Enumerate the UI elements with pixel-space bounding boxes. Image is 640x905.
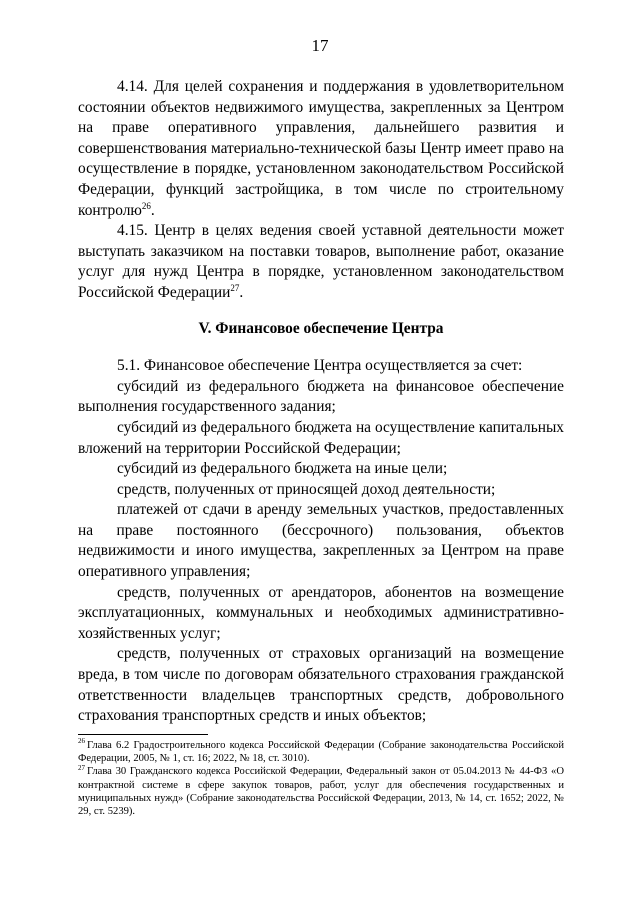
- list-item: платежей от сдачи в аренду земельных участков, предоставленных на праве постоянного (бессрочного) пользования, объектов недвижимости и иного имущества, закрепленных за Центром на праве оперативного управления;: [78, 501, 564, 581]
- paragraph-4-14: [78, 77, 564, 221]
- list-item: субсидий из федерального бюджета на осуществление капитальных вложений на территории Российской Федерации;: [78, 418, 564, 457]
- paragraph-4-14-text: 4.14. Для целей сохранения и поддержания в удовлетворительном состоянии объектов недвижимого имущества, закрепленных за Центром на праве оперативного управления, дальнейшего развития и совершенствования материально-технической базы Центр имеет право на осуществление в порядке, установленном законодательством Российской Федерации, функций застройщика, в том числе по строительному контролю: [78, 78, 564, 219]
- paragraph-4-14-end: .: [150, 201, 155, 219]
- paragraph-4-15-end: .: [239, 283, 244, 301]
- paragraph-4-15-text: 4.15. Центр в целях ведения своей уставной деятельности может выступать заказчиком на поставки товаров, выполнение работ, оказание услуг для нужд Центра в порядке, установленном законодательством Российской Федерации: [78, 222, 564, 301]
- list-item: субсидий из федерального бюджета на финансовое обеспечение выполнения государственного задания;: [78, 377, 564, 416]
- footnote-ref-26: 26: [141, 200, 151, 211]
- footnote-mark: 26: [78, 737, 85, 746]
- section-heading: V. Финансовое обеспечение Центра: [198, 319, 444, 337]
- list-item: средств, полученных от страховых организаций на возмещение вреда, в том числе по договорам обязательного страхования гражданской ответственности владельцев транспортных средств, добровольного страхования транспортных средств и иных объектов;: [78, 645, 564, 725]
- paragraph-4-15: [78, 221, 564, 303]
- footnote-ref-27: 27: [230, 282, 240, 293]
- paragraph-5-1: 5.1. Финансовое обеспечение Центра осуществляется за счет:: [117, 357, 523, 375]
- list-item: субсидий из федерального бюджета на иные цели;: [117, 460, 448, 478]
- footnote-26: [78, 739, 564, 765]
- page-content: [78, 77, 564, 727]
- footnote-separator: [78, 734, 208, 735]
- footnote-mark: 27: [78, 763, 85, 772]
- list-item: средств, полученных от приносящей доход деятельности;: [117, 480, 496, 498]
- list-item: средств, полученных от арендаторов, абонентов на возмещение эксплуатационных, коммунальных и необходимых административно-хозяйственных услуг;: [78, 583, 564, 642]
- footnote-text: Глава 6.2 Градостроительного кодекса Российской Федерации (Собрание законодательства Российской Федерации, 2005, № 1, ст. 16; 2022, № 18, ст. 3010).: [78, 740, 564, 765]
- footnote-27: [78, 765, 564, 818]
- footnote-text: Глава 30 Гражданского кодекса Российской Федерации, Федеральный закон от 05.04.2013 № 44-ФЗ «О контрактной системе в сфере закупок товаров, работ, услуг для обеспечения государственных и муниципальных нужд» (Собрание законодательства Российской Федерации, 2013, № 14, ст. 1652; 2022, № 29, ст. 5239).: [78, 766, 564, 818]
- footnotes: [78, 739, 564, 818]
- page-number: 17: [311, 36, 329, 55]
